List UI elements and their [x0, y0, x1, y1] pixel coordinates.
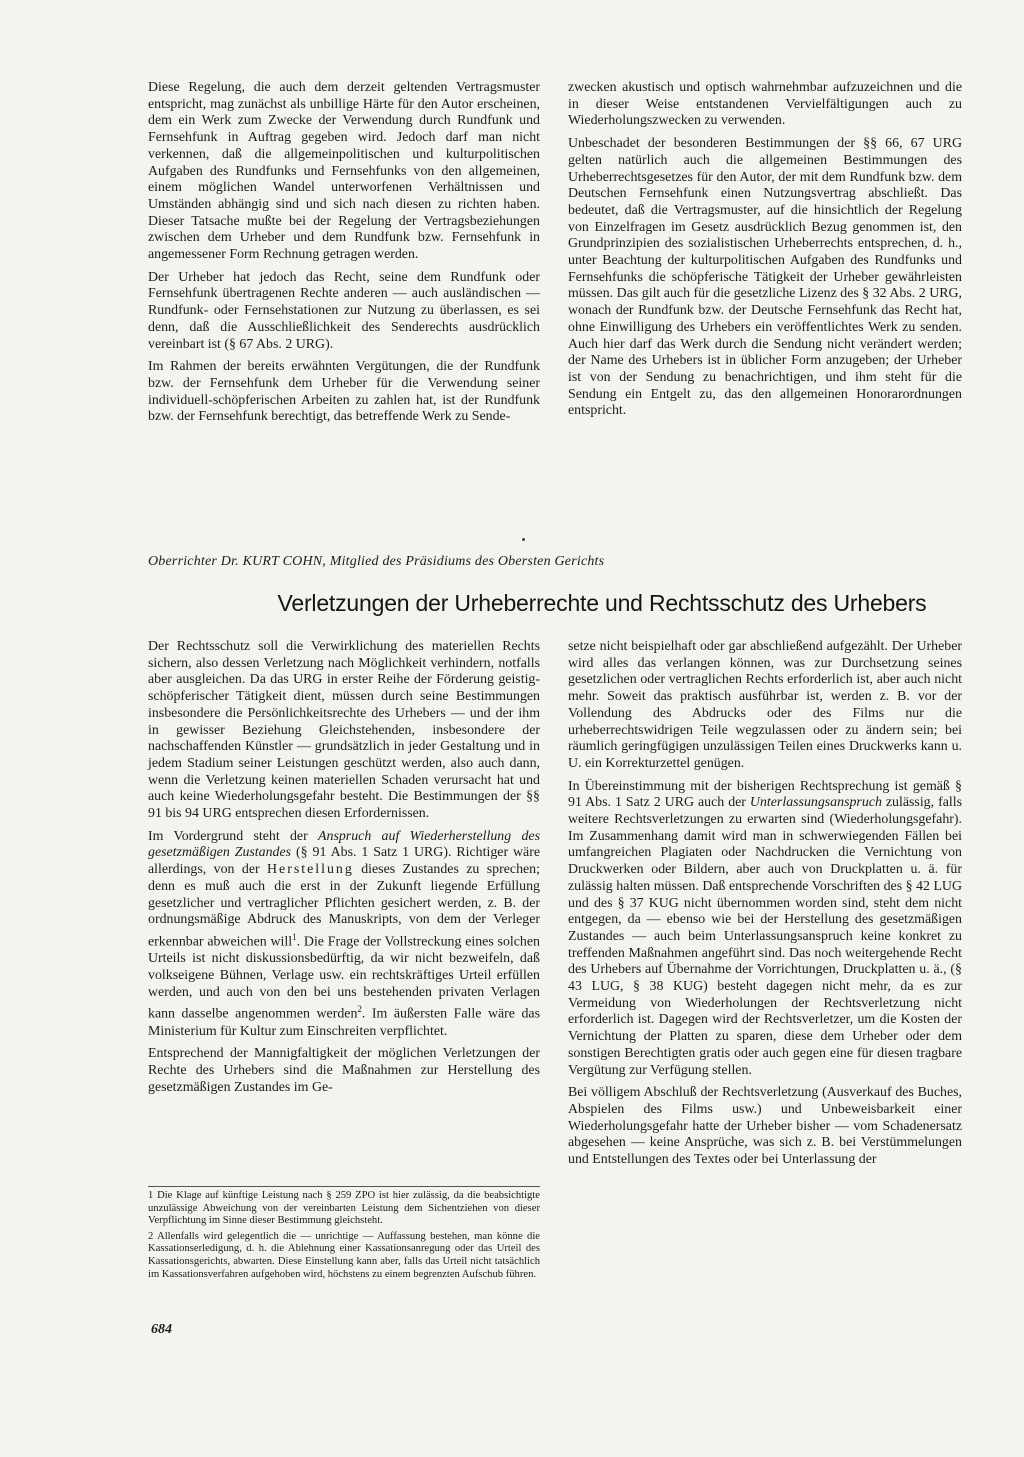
text-run: . Die Frage der Vollstreckung eines solchen Urteils ist nicht diskussionsbedürftig, da wir nicht bezweifeln, daß volkseigene Bühnen, Verlage usw. ein rechtskräftiges Urteil erfüllen werden, und auch von den bei uns bestehenden privaten Verlagen kann dasselbe angenommen werden	[148, 934, 540, 1023]
top-left-column	[148, 80, 540, 432]
article-title: Verletzungen der Urheberrechte und Rechtsschutz des Urhebers	[277, 590, 927, 616]
article-right-column	[568, 639, 962, 1175]
footnote-rule	[148, 1186, 540, 1187]
paragraph: Der Rechtsschutz soll die Verwirklichung des materiellen Rechts sichern, also dessen Verletzung nach Möglichkeit verhindern, notfalls aber ausgleichen. Da das URG in erster Reihe der Förderung geistig-schöpferischer Tätigkeit dient, müssen durch seine Bestimmungen insbesondere die Persönlichkeitsrechte des Urhebers — und der ihm in gewisser Beziehung Gleichstehenden, insbesondere der nachschaffenden Künstler — grundsätzlich in jeder Gestaltung und in jedem Stadium seiner Leistungen geschützt werden, also auch dann, wenn die Verletzung keinen materiellen Schaden verursacht hat und auch keine Wiederholungsgefahr besteht. Die Bestimmungen der §§ 91 bis 94 URG entsprechen diesen Erfordernissen.	[148, 639, 540, 822]
paragraph: Bei völligem Abschluß der Rechtsverletzung (Ausverkauf des Buches, Abspielen des Films usw.) und Unbeweisbarkeit einer Wiederholungsgefahr hatte der Urheber bisher — vom Schadenersatz abgesehen — keine Ansprüche, was sich z. B. bei Verstümmelungen und Entstellungen des Textes oder bei Unterlassung der	[568, 1085, 962, 1168]
author-byline: Oberrichter Dr. KURT COHN, Mitglied des Präsidiums des Obersten Gerichts	[148, 554, 605, 569]
paragraph: Entsprechend der Mannigfaltigkeit der möglichen Verletzungen der Rechte des Urhebers sind die Maßnahmen zur Herstellung des gesetzmäßigen Zustandes im Ge-	[148, 1046, 540, 1095]
footnote-ref: 2	[357, 1004, 362, 1015]
text-run: dieses Zustandes zu sprechen; denn es muß auch die erst in der Zukunft liegende Erfüllung gesetzlicher und vertraglicher Pflichten gesichert werden, z. B. der ordnungsmäßige Abdruck des Manuskripts, von dem der Verleger erkennbar abweichen will	[148, 862, 540, 950]
text-run: (§ 91 Abs. 1 Satz 1 URG). Richtiger wäre allerdings, von der	[148, 845, 540, 878]
paragraph	[148, 829, 540, 1041]
paragraph: Diese Regelung, die auch dem derzeit geltenden Vertragsmuster entspricht, mag zunächst als unbillige Härte für den Autor erscheinen, dem ein Werk zum Zwecke der Verwendung durch Rundfunk und Fernsehfunk in Auftrag gegeben wird. Jedoch darf man nicht verkennen, daß die allgemeinpolitischen und kulturpolitischen Aufgaben des Rundfunks und Fernsehfunks von den allgemeinen, einem möglichen Wandel unterworfenen Verhältnissen und Umständen abhängig sind und sich nach diesen zu richten haben. Dieser Tatsache mußte bei der Regelung der Vertragsbeziehungen zwischen dem Urheber und dem Rundfunk bzw. Fernsehfunk in angemessener Form Rechnung getragen werden.	[148, 80, 540, 263]
text-run: zulässig, falls weitere Rechtsverletzungen zu erwarten sind (Wiederholungsgefahr). Im Zusammenhang damit wird man in schwerwiegenden Fällen bei umfangreichen Plagiaten oder Nachdrucken die Vernichtung von Druckwerken oder Bildern, aber auch von Druckplatten u. ä. für zulässig halten müssen. Daß entsprechende Vorschriften des § 42 LUG und des § 37 KUG nicht übernommen worden sind, steht dem nicht entgegen, da — ebenso wie bei der Herstellung des gesetzmäßigen Zustandes — auch beim Unterlassungsanspruch keine konkret zu treffenden Maßnahmen angeführt sind. Das noch weitergehende Recht des Urhebers auf Übernahme der Vorrichtungen, Druckplatten u. ä., (§ 43 LUG, § 38 KUG) besteht dagegen nicht mehr, da es zur Vermeidung von Wiederholungen der Rechtsverletzung nicht erforderlich ist. Dagegen wird der Rechtsverletzer, um die Kosten der Vernichtung der Platten zu sparen, diese dem Urheber oder dem sonstigen Berechtigten gratis oder auch gegen eine für diesen tragbare Vergütung zur Verfügung stellen.	[568, 795, 962, 1078]
paragraph: Der Urheber hat jedoch das Recht, seine dem Rundfunk oder Fernsehfunk übertragenen Rechte anderen — auch ausländischen — Rundfunk- oder Fernsehstationen zur Nutzung zu überlassen, es sei denn, daß die Ausschließlichkeit des Senderechts ausdrücklich vereinbart ist (§ 67 Abs. 2 URG).	[148, 269, 540, 352]
page-number: 684	[151, 1322, 172, 1337]
footnotes	[148, 1186, 540, 1284]
emphasis: Unterlassungsanspruch	[749, 795, 882, 811]
paragraph: Unbeschadet der besonderen Bestimmungen der §§ 66, 67 URG gelten natürlich auch die allgemeinen Bestimmungen des Urheberrechtsgesetzes für den Autor, der mit dem Rundfunk bzw. dem Deutschen Fernsehfunk einen Nutzungsvertrag abschließt. Das bedeutet, daß die Vertragsmuster, auf die hinsichtlich der Regelung von Einzelfragen im Gesetz ausdrücklich Bezug genommen ist, den Grundprinzipien des sozialistischen Urheberrechts entsprechen, d. h., unter Beachtung der kulturpolitischen Aufgaben des Rundfunks und Fernsehfunks die schöpferische Tätigkeit der Urheber gewährleisten müssen. Das gilt auch für die gesetzliche Lizenz des § 32 Abs. 2 URG, wonach der Rundfunk bzw. der Deutsche Fernsehfunk das Recht hat, ohne Einwilligung des Urhebers ein veröffentlichtes Werk zu senden. Auch hier darf das Werk durch die Sendung nicht verändert werden; der Name des Urhebers ist in üblicher Form anzugeben; der Urheber ist von der Sendung zu benachrichtigen, und ihm steht für die Sendung ein Entgelt zu, das den allgemeinen Honorarordnungen entspricht.	[568, 136, 962, 419]
article-left-column	[148, 639, 540, 1103]
paragraph	[568, 779, 962, 1080]
emphasis: Anspruch auf Wiederherstellung des gesetzmäßigen Zustandes	[148, 828, 540, 861]
top-right-column	[568, 80, 962, 426]
text-run: In Übereinstimmung mit der bisherigen Rechtsprechung ist gemäß § 91 Abs. 1 Satz 2 URG auch der	[568, 778, 962, 811]
paragraph: zwecken akustisch und optisch wahrnehmbar aufzuzeichnen und die in dieser Weise entstandenen Vervielfältigungen auch zu Wiederholungszwecken zu verwenden.	[568, 80, 962, 129]
footnote: 1 Die Klage auf künftige Leistung nach § 259 ZPO ist hier zulässig, da die beabsichtigte unzulässige Abweichung von der vereinbarten Leistung dem Sichentziehen von dieser Verpflichtung im Sinne dieser Bestimmung gleichsteht.	[148, 1190, 540, 1227]
paragraph: setze nicht beispielhaft oder gar abschließend aufgezählt. Der Urheber wird alles das verlangen können, was zur Durchsetzung seines gesetzlichen oder vertraglichen Rechts erforderlich ist, aber auch nicht mehr. Soweit das praktisch ausführbar ist, werden z. B. vor der Vollendung des Abdrucks oder des Films nur die urheberrechtswidrigen Teile wegzulassen oder zu ändern sein; bei räumlich geringfügigen unzulässigen Teilen eines Druckwerks kann u. U. ein Korrekturzettel genügen.	[568, 639, 962, 771]
footnote: 2 Allenfalls wird gelegentlich die — unrichtige — Auffassung bestehen, man könne die Kassationserledigung, d. h. die Ablehnung einer Kassationsanregung oder das Urteil des Kassationsgerichts, abwarten. Diese Einstellung kann aber, falls das Urteil nicht tatsächlich im Kassationsverfahren aufgehoben wird, höchstens zu einem begrenzten Aufschub führen.	[148, 1230, 540, 1280]
spaced-emphasis: Herstellung	[267, 862, 354, 878]
paragraph: Im Rahmen der bereits erwähnten Vergütungen, die der Rundfunk bzw. der Fernsehfunk dem Urheber für die Verwendung seiner individuell-schöpferischen Arbeiten zu zahlen hat, ist der Rundfunk bzw. der Fernsehfunk berechtigt, das betreffende Werk zu Sende-	[148, 359, 540, 425]
text-run: . Im äußersten Falle wäre das Ministerium für Kultur zum Einschreiten verpflichtet.	[148, 1007, 540, 1039]
footnote-ref: 1	[292, 931, 297, 942]
text-run: Im Vordergrund steht der	[148, 828, 319, 844]
separator-dot	[522, 538, 525, 541]
